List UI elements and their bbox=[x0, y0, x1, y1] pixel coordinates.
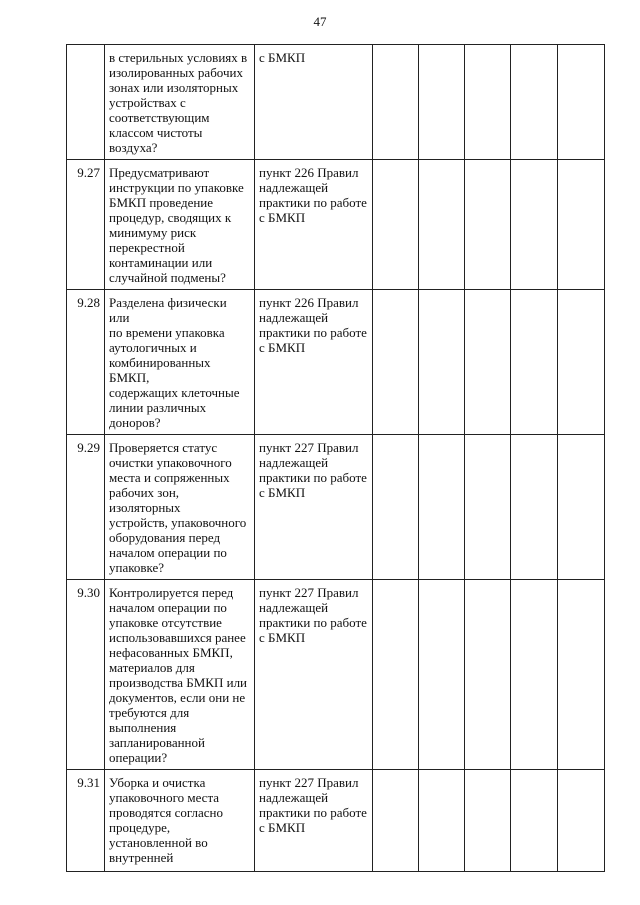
requirement-question: в стерильных условиях в изолированных рабочих зонах или изоляторных устройствах с соответствующим классом чистоты воздуха? bbox=[105, 45, 255, 160]
item-number: 9.31 bbox=[67, 770, 105, 872]
note-cell[interactable] bbox=[558, 290, 605, 435]
table-row bbox=[67, 435, 605, 580]
answer-cell-na[interactable] bbox=[465, 45, 511, 160]
answer-cell-extra[interactable] bbox=[511, 435, 558, 580]
note-cell[interactable] bbox=[558, 160, 605, 290]
item-number: 9.29 bbox=[67, 435, 105, 580]
requirement-question: Контролируется перед началом операции по упаковке отсутствие использовавшихся ранее нефасованных БМКП, материалов для производства БМКП или документов, если они не требуются для выполнения запланированной операции? bbox=[105, 580, 255, 770]
answer-cell-na[interactable] bbox=[465, 770, 511, 872]
answer-cell-extra[interactable] bbox=[511, 45, 558, 160]
answer-cell-no[interactable] bbox=[419, 160, 465, 290]
regulation-reference: пункт 227 Правил надлежащей практики по работе с БМКП bbox=[255, 770, 373, 872]
answer-cell-na[interactable] bbox=[465, 580, 511, 770]
page-number: 47 bbox=[313, 14, 327, 29]
table-row bbox=[67, 290, 605, 435]
item-number: 9.28 bbox=[67, 290, 105, 435]
requirement-question: Уборка и очистка упаковочного места проводятся согласно процедуре, установленной во внутренней bbox=[105, 770, 255, 872]
note-cell[interactable] bbox=[558, 45, 605, 160]
checklist-table bbox=[66, 44, 605, 872]
regulation-reference: пункт 227 Правил надлежащей практики по работе с БМКП bbox=[255, 580, 373, 770]
regulation-reference: пункт 226 Правил надлежащей практики по работе с БМКП bbox=[255, 160, 373, 290]
answer-cell-no[interactable] bbox=[419, 290, 465, 435]
table-row bbox=[67, 160, 605, 290]
item-number bbox=[67, 45, 105, 160]
answer-cell-yes[interactable] bbox=[373, 160, 419, 290]
item-number: 9.27 bbox=[67, 160, 105, 290]
answer-cell-yes[interactable] bbox=[373, 580, 419, 770]
note-cell[interactable] bbox=[558, 770, 605, 872]
answer-cell-extra[interactable] bbox=[511, 580, 558, 770]
table-row bbox=[67, 770, 605, 872]
answer-cell-extra[interactable] bbox=[511, 290, 558, 435]
regulation-reference: с БМКП bbox=[255, 45, 373, 160]
requirement-question: Предусматривают инструкции по упаковке БМКП проведение процедур, сводящих к минимуму риск перекрестной контаминации или случайной подмены? bbox=[105, 160, 255, 290]
answer-cell-extra[interactable] bbox=[511, 770, 558, 872]
answer-cell-yes[interactable] bbox=[373, 45, 419, 160]
regulation-reference: пункт 226 Правил надлежащей практики по работе с БМКП bbox=[255, 290, 373, 435]
answer-cell-no[interactable] bbox=[419, 45, 465, 160]
answer-cell-no[interactable] bbox=[419, 435, 465, 580]
answer-cell-no[interactable] bbox=[419, 770, 465, 872]
note-cell[interactable] bbox=[558, 435, 605, 580]
table-row bbox=[67, 45, 605, 160]
answer-cell-yes[interactable] bbox=[373, 770, 419, 872]
requirement-question: Разделена физически или по времени упаковка аутологичных и комбинированных БМКП, содержащих клеточные линии различных доноров? bbox=[105, 290, 255, 435]
requirement-question: Проверяется статус очистки упаковочного места и сопряженных рабочих зон, изоляторных устройств, упаковочного оборудования перед началом операции по упаковке? bbox=[105, 435, 255, 580]
answer-cell-yes[interactable] bbox=[373, 435, 419, 580]
answer-cell-na[interactable] bbox=[465, 160, 511, 290]
answer-cell-no[interactable] bbox=[419, 580, 465, 770]
regulation-reference: пункт 227 Правил надлежащей практики по работе с БМКП bbox=[255, 435, 373, 580]
answer-cell-extra[interactable] bbox=[511, 160, 558, 290]
answer-cell-yes[interactable] bbox=[373, 290, 419, 435]
note-cell[interactable] bbox=[558, 580, 605, 770]
answer-cell-na[interactable] bbox=[465, 435, 511, 580]
answer-cell-na[interactable] bbox=[465, 290, 511, 435]
item-number: 9.30 bbox=[67, 580, 105, 770]
table-row bbox=[67, 580, 605, 770]
